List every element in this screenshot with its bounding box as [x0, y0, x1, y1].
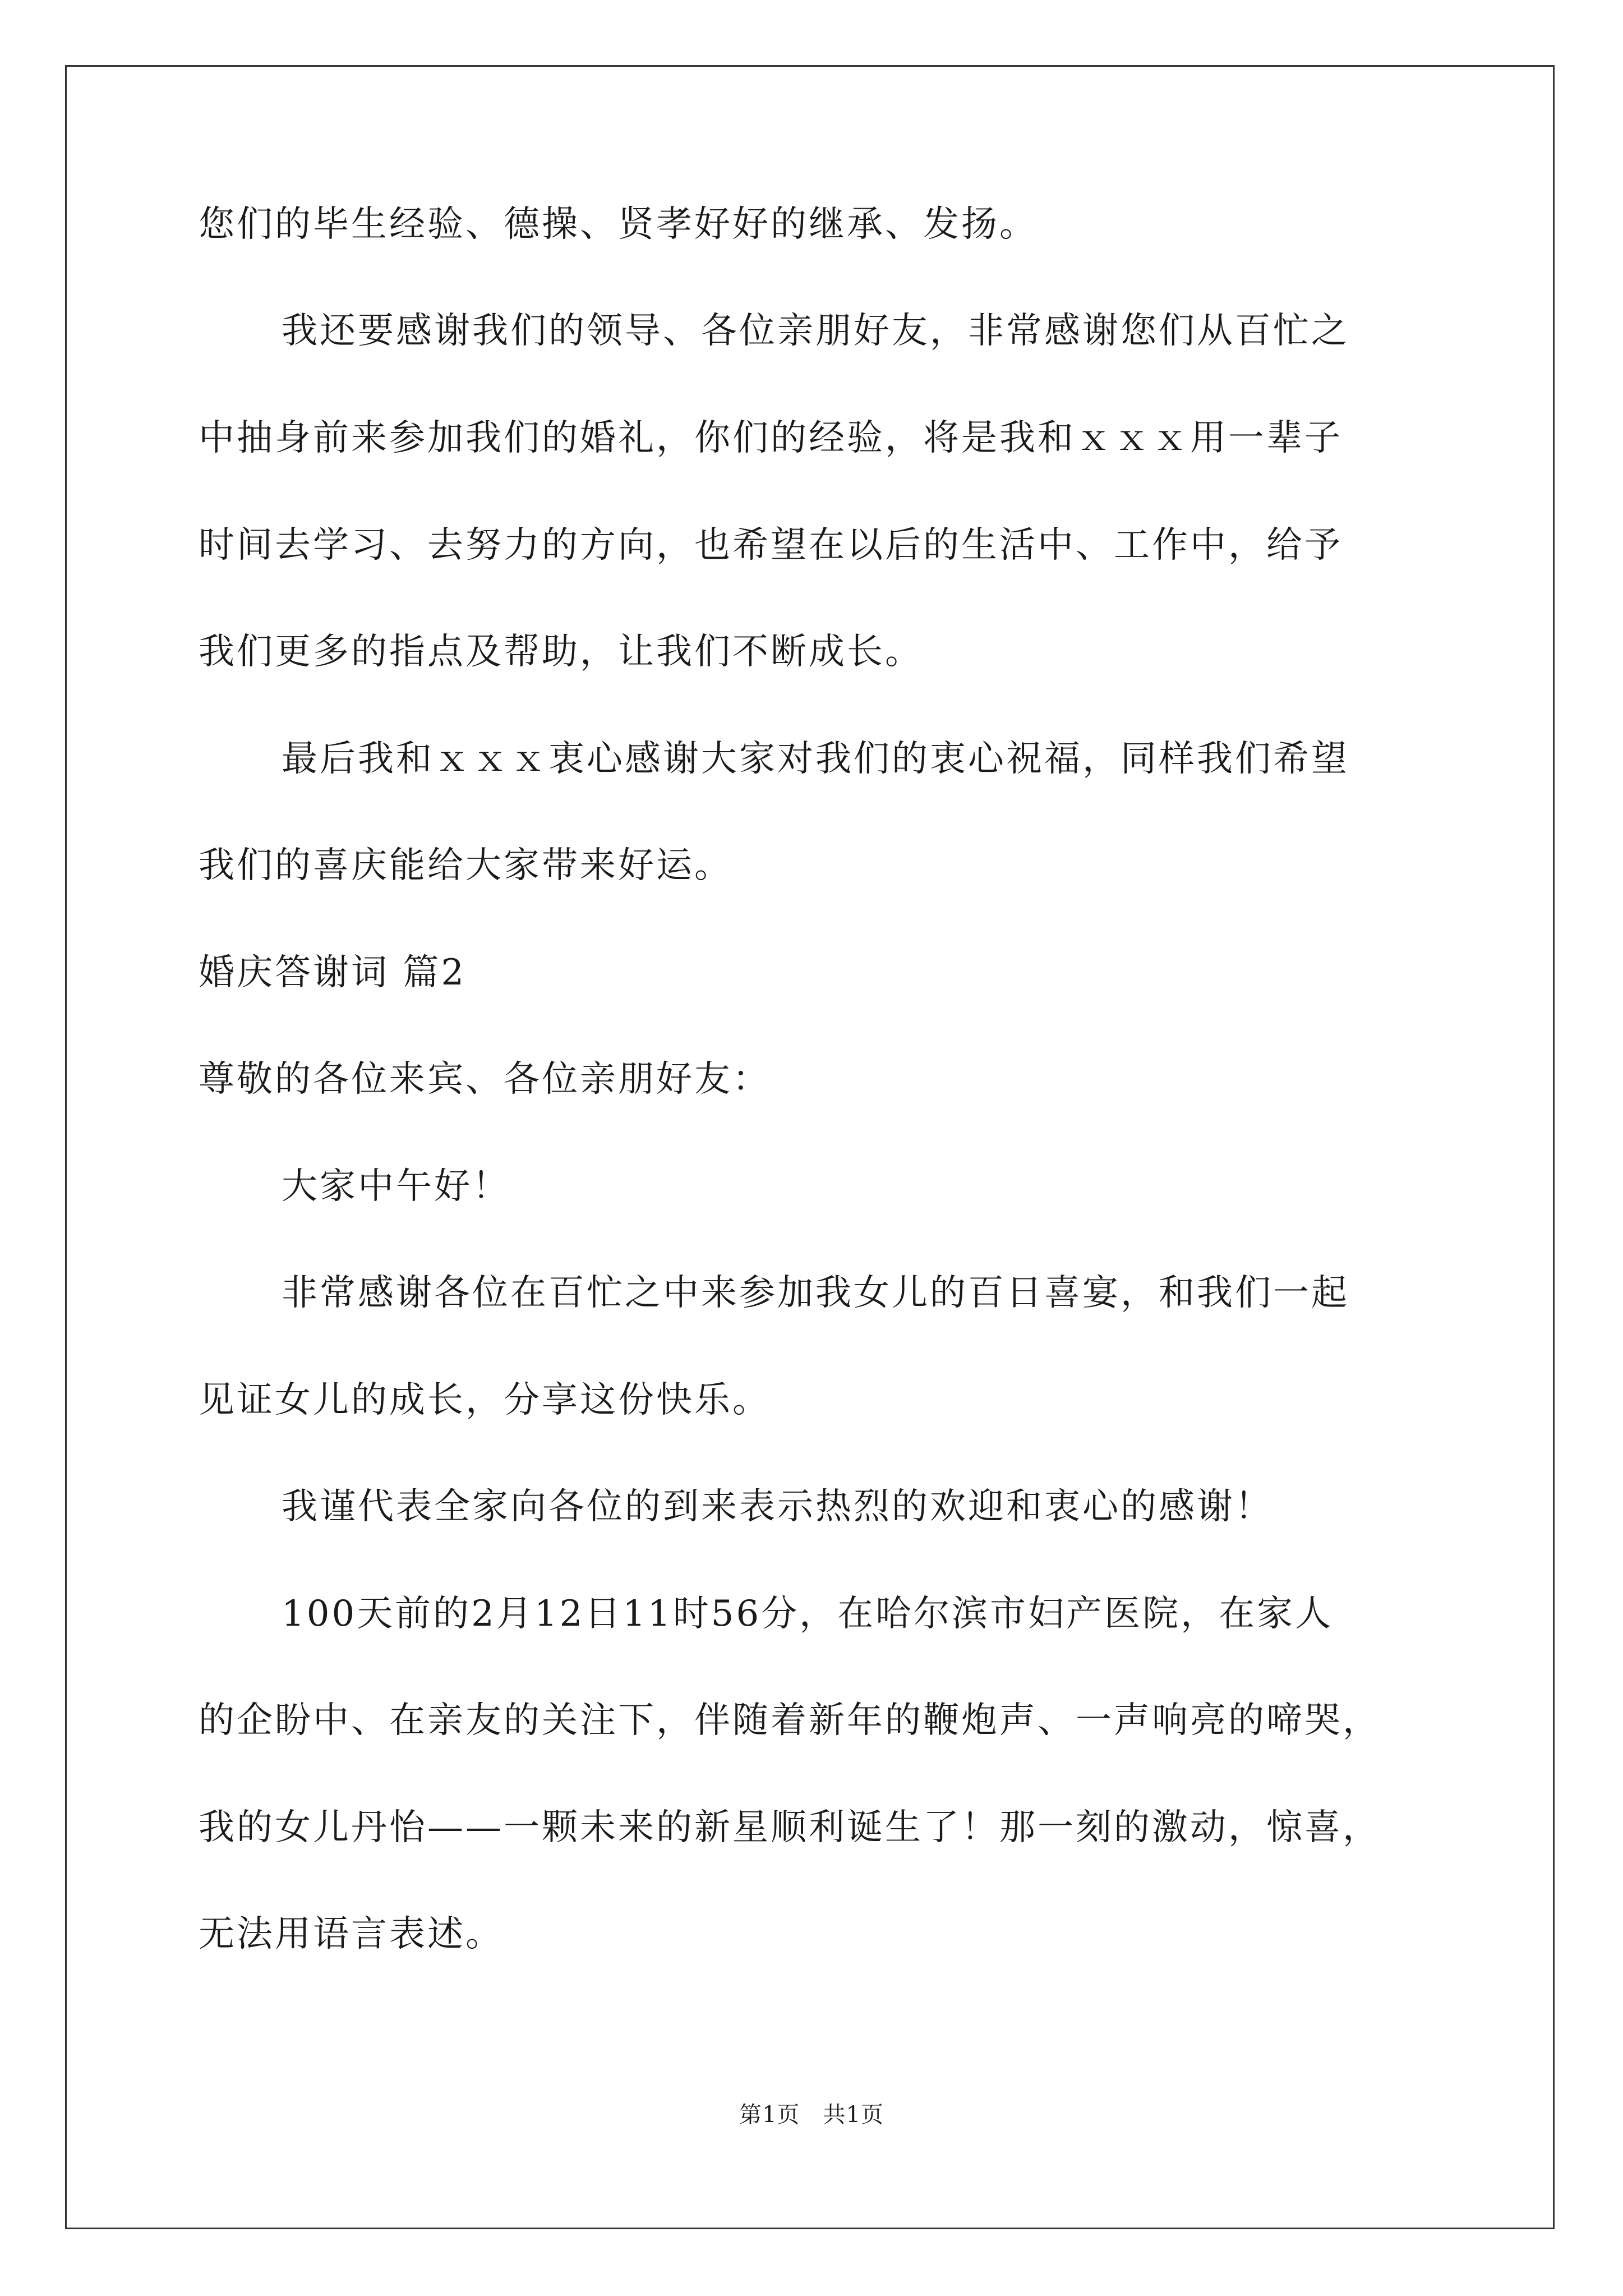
paragraph-line: 您们的毕生经验、德操、贤孝好好的继承、发扬。	[199, 204, 1038, 245]
paragraph-line: 的企盼中、在亲友的关注下，伴随着新年的鞭炮声、一声响亮的啼哭，	[199, 1700, 1381, 1741]
paragraph-line: 我们更多的指点及帮助，让我们不断成长。	[199, 631, 923, 673]
paragraph-line: 100天前的2月12日11时56分，在哈尔滨市妇产医院，在家人	[282, 1593, 1334, 1635]
greeting: 大家中午好！	[282, 1166, 510, 1207]
paragraph-line: 时间去学习、去努力的方向，也希望在以后的生活中、工作中，给予	[199, 524, 1343, 566]
section-heading: 婚庆答谢词 篇2	[199, 952, 467, 993]
paragraph-line: 无法用语言表述。	[199, 1913, 504, 1955]
salutation: 尊敬的各位来宾、各位亲朋好友：	[199, 1059, 771, 1100]
paragraph-line: 我们的喜庆能给大家带来好运。	[199, 845, 732, 886]
paragraph-line: 见证女儿的成长，分享这份快乐。	[199, 1379, 771, 1421]
page-border	[65, 65, 1555, 2229]
paragraph-line: 我的女儿丹怡——一颗未来的新星顺利诞生了！那一刻的激动，惊喜，	[199, 1807, 1381, 1848]
paragraph-line: 中抽身前来参加我们的婚礼，你们的经验，将是我和ｘｘｘ用一辈子	[199, 417, 1343, 459]
paragraph-line: 非常感谢各位在百忙之中来参加我女儿的百日喜宴，和我们一起	[282, 1272, 1349, 1314]
paragraph-line: 我谨代表全家向各位的到来表示热烈的欢迎和衷心的感谢！	[282, 1486, 1273, 1527]
paragraph-line: 我还要感谢我们的领导、各位亲朋好友，非常感谢您们从百忙之	[282, 310, 1349, 352]
page-footer: 第1页 共1页	[739, 2102, 884, 2128]
paragraph-line: 最后我和ｘｘｘ衷心感谢大家对我们的衷心祝福，同样我们希望	[282, 738, 1349, 780]
